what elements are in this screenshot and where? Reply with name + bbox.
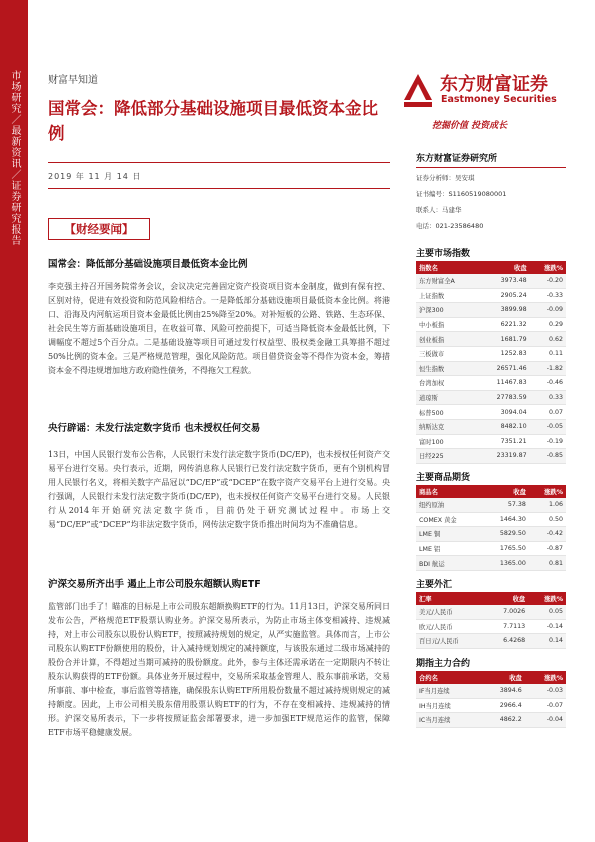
table-header-row — [416, 485, 566, 498]
table-cell: 3973.48 — [477, 274, 530, 288]
report-date: 2019 年 11 月 14 日 — [48, 172, 142, 181]
brand-label: 财富早知道 — [48, 75, 98, 86]
table-cell: -0.14 — [528, 619, 566, 634]
table-row — [416, 288, 566, 303]
table-cell: -0.42 — [529, 527, 566, 542]
table-cell: 3894.6 — [478, 684, 524, 698]
table-row — [416, 605, 566, 619]
table-cell: 0.05 — [528, 605, 566, 619]
table-cell: 3899.98 — [477, 303, 530, 318]
market-index-block — [416, 246, 566, 464]
contact-phone: 电话：021-23586480 — [416, 222, 484, 230]
table-cell: 恒生指数 — [416, 361, 477, 376]
column-header: 收盘 — [478, 671, 524, 684]
table-cell: 27783.59 — [477, 390, 530, 405]
table-cell: -0.04 — [525, 713, 566, 728]
table-cell: 0.07 — [530, 405, 566, 420]
article-body: 监管部门出手了！瞄准的目标是上市公司股东超额换购ETF的行为。11月13日，沪深交易所同日发布公告，严格规范ETF股票认购业务。沪深交易所表示，为防止市场主体变相减持、违规减持，对上市公司股东以股份认购ETF，按照减持规划的规定，从严实施监管。具体而言，上市公司股东认购ETF份额使用的股份，计入减持规划规定的减持额度，与该股东通过二级市场减持的股份合并计算，不得超过当期可减持的股份额度。此外，参与主体还需承诺在一定期限内不转让股东认购获得的ETF份额。具体业务开展过程中，交易所采取基金管理人、股东事前承诺，交易所事前、事中检查，事后监管等措施，确保股东认购ETF所用股份数量不超过减持规则规定的减持额度。因此，上市公司相关股东借用股票认购ETF的行为，不存在变相减持、违规减持的情形。沪深交易所表示，下一步将按照证监会部署要求，进一步加强ETF规范运作的监管，保障ETF市场平稳健康发展。 — [48, 602, 390, 737]
table-row — [416, 556, 566, 571]
table-cell: 沪深300 — [416, 303, 477, 318]
column-header: 合约名 — [416, 671, 478, 684]
table-row — [416, 317, 566, 332]
table-cell: LME 铝 — [416, 541, 481, 556]
column-header: 商品名 — [416, 485, 481, 498]
table-row — [416, 449, 566, 464]
article-heading: 沪深交易所齐出手 遏止上市公司股东超额认购ETF — [48, 579, 261, 590]
article-body: 13日，中国人民银行发布公告称，人民银行未发行法定数字货币(DC/EP)，也未授权任何资产交易平台进行交易。央行表示，近期，网传消息称人民银行已发行法定数字货币，更有个别机构冒用人民银行名义，将相关数字产品冠以“DC/EP”或“DCEP”在数字资产交易平台上进行交易。央行强调，人民银行未发行法定数字货币(DC/EP)，也未授权任何资产交易平台进行交易。人民银行从2014年开始研究法定数字货币，目前仍处于研究测试过程中。市场上交易“DC/EP”或“DCEP”均非法定数字货币，网传法定数字货币推出时间均为不准确信息。 — [48, 450, 390, 529]
table-cell: 上证指数 — [416, 288, 477, 303]
fx-title: 主要外汇 — [416, 580, 453, 590]
table-cell: -0.46 — [530, 376, 566, 391]
column-header: 涨跌% — [530, 261, 566, 274]
table-row — [416, 512, 566, 527]
table-row — [416, 527, 566, 542]
date-divider — [48, 188, 390, 189]
table-cell: 7.0026 — [486, 605, 529, 619]
table-cell: 0.81 — [529, 556, 566, 571]
table-cell: 0.50 — [529, 512, 566, 527]
table-cell: 百日元/人民币 — [416, 634, 486, 649]
table-row — [416, 498, 566, 512]
table-row — [416, 346, 566, 361]
table-row — [416, 713, 566, 728]
table-cell: 2966.4 — [478, 698, 524, 713]
table-cell: 7.7113 — [486, 619, 529, 634]
table-cell: 0.33 — [530, 390, 566, 405]
table-cell: 3094.04 — [477, 405, 530, 420]
table-row — [416, 405, 566, 420]
logo-chinese-name: 东方财富证券 — [440, 74, 548, 95]
table-cell: 富时100 — [416, 434, 477, 449]
table-cell: 欧元/人民币 — [416, 619, 486, 634]
analyst-name: 证券分析师：吴安琪 — [416, 174, 475, 182]
table-cell: 中小板指 — [416, 317, 477, 332]
table-cell: -0.85 — [530, 449, 566, 464]
table-cell: 1252.83 — [477, 346, 530, 361]
table-row — [416, 332, 566, 347]
institute-name: 东方财富证券研究所 — [416, 154, 498, 164]
analyst-cert: 证书编号：S1160519080001 — [416, 190, 507, 198]
column-header: 收盘 — [486, 592, 529, 605]
table-cell: -0.07 — [525, 698, 566, 713]
futures-table — [416, 671, 566, 728]
side-category-text: 市场研究／最新资讯／证券研究报告 — [9, 70, 20, 246]
commodity-title: 主要商品期货 — [416, 473, 471, 483]
table-cell: IF当月连续 — [416, 684, 478, 698]
table-header-row — [416, 671, 566, 684]
table-cell: 纳斯达克 — [416, 419, 477, 434]
commodity-table — [416, 485, 566, 571]
table-cell: IC当月连续 — [416, 713, 478, 728]
table-cell: -0.03 — [525, 684, 566, 698]
column-header: 收盘 — [481, 485, 529, 498]
article-heading: 国常会：降低部分基础设施项目最低资本金比例 — [48, 259, 248, 270]
column-header: 涨跌% — [525, 671, 566, 684]
table-cell: -0.20 — [530, 274, 566, 288]
table-cell: 0.14 — [528, 634, 566, 649]
table-row — [416, 634, 566, 649]
company-logo — [400, 70, 560, 112]
table-cell: COMEX 黄金 — [416, 512, 481, 527]
table-cell: 6221.32 — [477, 317, 530, 332]
column-header: 指数名 — [416, 261, 477, 274]
table-cell: -0.87 — [529, 541, 566, 556]
table-cell: IH当月连续 — [416, 698, 478, 713]
market-index-title: 主要市场指数 — [416, 249, 471, 259]
table-cell: 8482.10 — [477, 419, 530, 434]
institute-block — [416, 151, 566, 234]
column-header: 涨跌% — [529, 485, 566, 498]
table-cell: 4862.2 — [478, 713, 524, 728]
article-body: 李克强主持召开国务院常务会议，会议决定完善固定资产投资项目资本金制度，做到有保有控、区别对待，促进有效投资和防范风险相结合。一是降低部分基础设施项目最低资本金比例。将港口、沿海及内河航运项目资本金最低比例由25%降至20%。对补短板的公路、铁路、生态环保、社会民生等方面基础设施项目，在收益可靠、风险可控前提下，可适当降低资本金最低比例，下调幅度不超过5个百分点。二是基础设施等项目可通过发行权益型、股权类金融工具筹措不超过50%比例的资本金。三是严格规范管理，强化风险防范。项目借贷资金等不得作为资本金，筹措资本金不得违规增加地方政府隐性债务，不得拖欠工程款。 — [48, 282, 390, 375]
table-cell: 7351.21 — [477, 434, 530, 449]
table-cell: -0.33 — [530, 288, 566, 303]
table-cell: 纽约原油 — [416, 498, 481, 512]
table-row — [416, 434, 566, 449]
table-cell: -0.09 — [530, 303, 566, 318]
logo-mark-icon — [400, 70, 436, 110]
table-cell: -1.82 — [530, 361, 566, 376]
column-header: 汇率 — [416, 592, 486, 605]
report-title: 国常会：降低部分基础设施项目最低资本金比例 — [48, 99, 378, 143]
table-cell: 11467.83 — [477, 376, 530, 391]
table-cell: 23319.87 — [477, 449, 530, 464]
table-cell: 标普500 — [416, 405, 477, 420]
fx-table — [416, 592, 566, 649]
table-cell: 1681.79 — [477, 332, 530, 347]
column-header: 涨跌% — [528, 592, 566, 605]
table-row — [416, 619, 566, 634]
institute-divider — [416, 167, 566, 168]
table-cell: 日经225 — [416, 449, 477, 464]
futures-title: 期指主力合约 — [416, 659, 471, 669]
table-row — [416, 303, 566, 318]
table-cell: 57.38 — [481, 498, 529, 512]
table-cell: 1765.50 — [481, 541, 529, 556]
table-cell: 1464.30 — [481, 512, 529, 527]
table-cell: 东方财富全A — [416, 274, 477, 288]
table-row — [416, 698, 566, 713]
table-cell: 26571.46 — [477, 361, 530, 376]
table-row — [416, 376, 566, 391]
table-row — [416, 541, 566, 556]
table-cell: LME 铜 — [416, 527, 481, 542]
table-cell: -0.19 — [530, 434, 566, 449]
table-cell: 美元/人民币 — [416, 605, 486, 619]
market-index-table — [416, 261, 566, 464]
table-cell: 0.11 — [530, 346, 566, 361]
table-cell: 1.06 — [529, 498, 566, 512]
table-cell: 台湾加权 — [416, 376, 477, 391]
table-cell: 1365.00 — [481, 556, 529, 571]
table-cell: 5829.50 — [481, 527, 529, 542]
table-cell: -0.05 — [530, 419, 566, 434]
title-divider — [48, 162, 390, 163]
table-cell: 道琼斯 — [416, 390, 477, 405]
logo-english-name: Eastmoney Securities — [441, 94, 557, 105]
table-cell: 0.62 — [530, 332, 566, 347]
commodity-block — [416, 470, 566, 571]
slogan: 挖掘价值 投资成长 — [432, 121, 508, 131]
table-row — [416, 419, 566, 434]
table-cell: 三板做市 — [416, 346, 477, 361]
table-cell: BDI 航运 — [416, 556, 481, 571]
fx-block — [416, 577, 566, 649]
table-row — [416, 684, 566, 698]
column-header: 收盘 — [477, 261, 530, 274]
table-cell: 创业板指 — [416, 332, 477, 347]
table-row — [416, 390, 566, 405]
futures-block — [416, 656, 566, 728]
article-heading: 央行辟谣：未发行法定数字货币 也未授权任何交易 — [48, 423, 261, 434]
table-row — [416, 361, 566, 376]
contact-name: 联系人：马建华 — [416, 206, 462, 214]
table-header-row — [416, 261, 566, 274]
table-cell: 2905.24 — [477, 288, 530, 303]
table-cell: 6.4268 — [486, 634, 529, 649]
table-header-row — [416, 592, 566, 605]
section-heading: 【财经要闻】 — [48, 218, 150, 240]
table-cell: 0.29 — [530, 317, 566, 332]
table-row — [416, 274, 566, 288]
